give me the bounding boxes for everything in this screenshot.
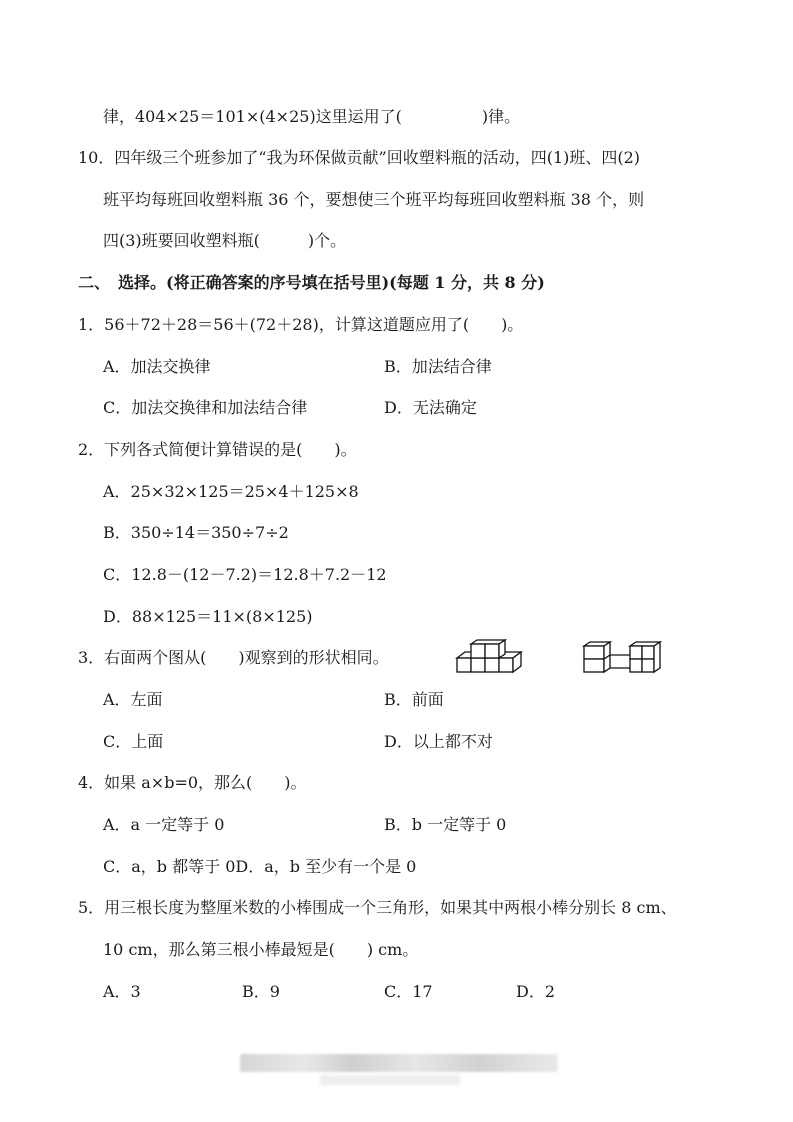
section-2-heading: 二、 选择。(将正确答案的序号填在括号里)(每题 1 分，共 8 分) [78, 273, 545, 292]
q2-option-a: A．25×32×125＝25×4＋125×8 [103, 482, 359, 501]
q3-option-a: A．左面 [103, 690, 163, 709]
q3-stem: 3．右面两个图从( )观察到的形状相同。 [78, 648, 389, 667]
q3-option-b: B．前面 [384, 690, 444, 709]
line-law-blank: 律，404×25＝101×(4×25)这里运用了( )律。 [103, 107, 521, 126]
q2-option-c: C．12.8－(12－7.2)＝12.8＋7.2－12 [103, 565, 387, 584]
q5-option-d: D．2 [516, 982, 556, 1001]
q5-option-b: B．9 [242, 982, 280, 1001]
q2-option-b: B．350÷14＝350÷7÷2 [103, 523, 289, 542]
q10-line-1: 10．四年级三个班参加了“我为环保做贡献”回收塑料瓶的活动，四(1)班、四(2) [78, 148, 641, 167]
q10-line-2: 班平均每班回收塑料瓶 36 个，要想使三个班平均每班回收塑料瓶 38 个，则 [103, 190, 645, 209]
cube-figure-right [582, 638, 662, 676]
q1-option-b: B．加法结合律 [384, 357, 492, 376]
q1-stem: 1．56＋72＋28＝56＋(72＋28)，计算这道题应用了( )。 [78, 315, 524, 334]
q2-stem: 2．下列各式简便计算错误的是( )。 [78, 440, 357, 459]
q5-stem-line-2: 10 cm，那么第三根小棒最短是( ) cm。 [103, 940, 419, 959]
q4-stem: 4．如果 a×b=0，那么( )。 [78, 773, 307, 792]
q5-option-c: C．17 [384, 982, 433, 1001]
q5-stem-line-1: 5．用三根长度为整厘米数的小棒围成一个三角形，如果其中两根小棒分别长 8 cm、 [78, 898, 677, 917]
q3-option-d: D．以上都不对 [384, 732, 493, 751]
cube-figure-left [455, 638, 527, 676]
blurred-watermark [240, 1054, 558, 1072]
q1-option-c: C．加法交换律和加法结合律 [103, 398, 308, 417]
blurred-watermark-sub [320, 1075, 460, 1085]
q1-option-a: A．加法交换律 [103, 357, 211, 376]
q3-option-c: C．上面 [103, 732, 164, 751]
q5-option-a: A．3 [103, 982, 141, 1001]
q1-option-d: D．无法确定 [384, 398, 477, 417]
q2-option-d: D．88×125＝11×(8×125) [103, 607, 313, 626]
q10-line-3: 四(3)班要回收塑料瓶( )个。 [103, 231, 347, 250]
q4-option-a: A．a 一定等于 0 [103, 815, 225, 834]
q4-option-b: B．b 一定等于 0 [384, 815, 507, 834]
q4-option-cd: C．a，b 都等于 0D．a，b 至少有一个是 0 [103, 857, 417, 876]
